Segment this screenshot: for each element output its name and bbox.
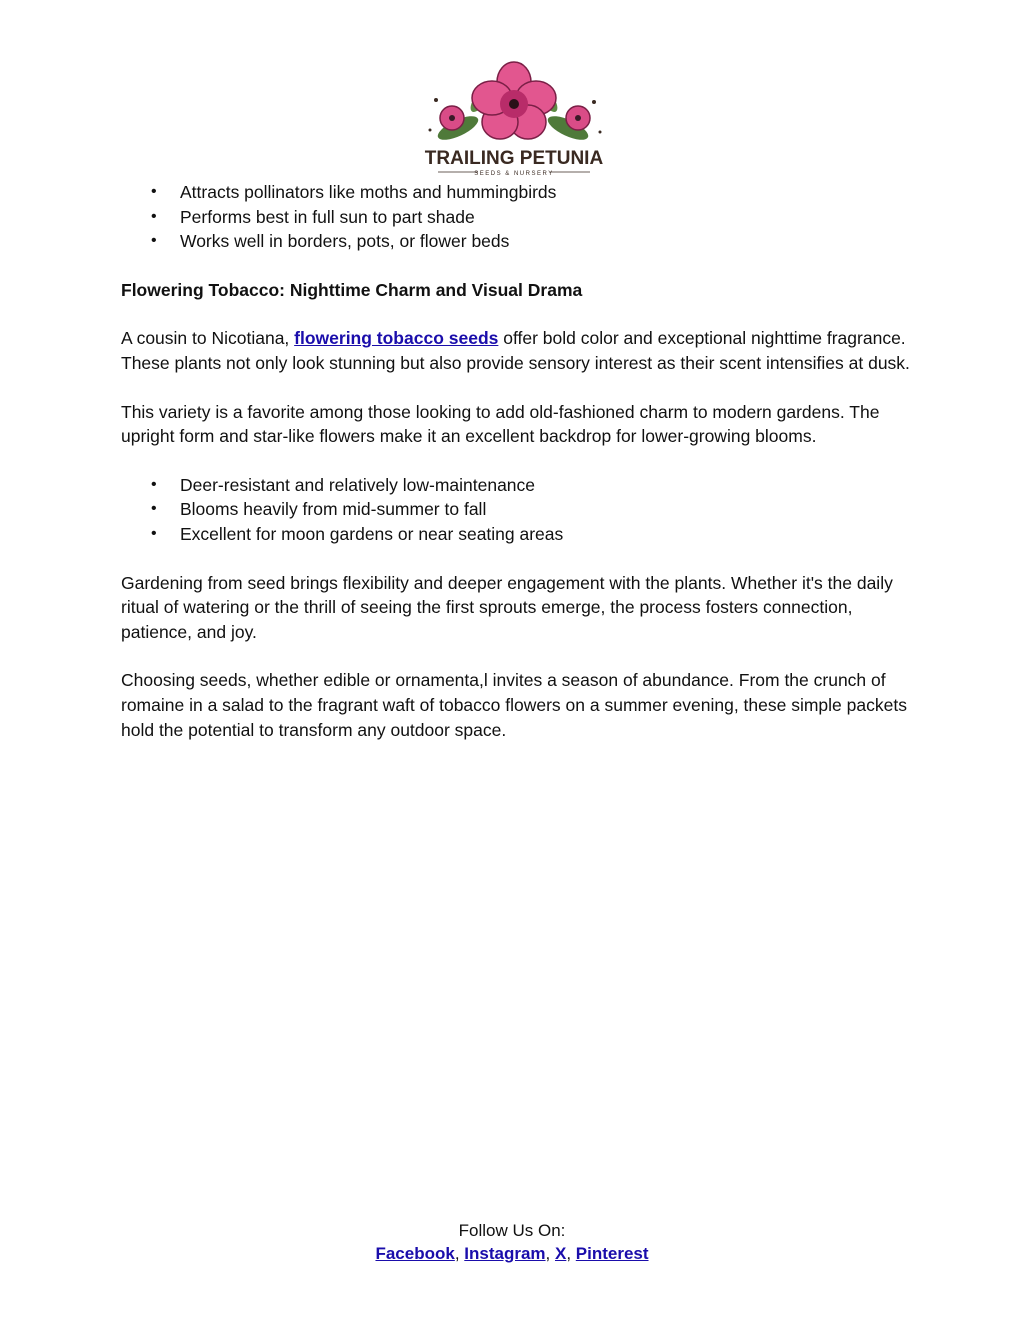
logo-tagline-text: SEEDS & NURSERY [474, 171, 554, 177]
logo-brand-text: TRAILING PETUNIA [424, 148, 604, 169]
pollinator-benefits-list [121, 180, 911, 254]
list-item: • Attracts pollinators like moths and hummingbirds [180, 180, 911, 205]
list-item: • Blooms heavily from mid-summer to fall [180, 497, 911, 522]
list-item: • Performs best in full sun to part shade [180, 205, 911, 230]
paragraph-text: offer bold color and exceptional nighttime fragrance. These plants not only look stunning but also provide sensory interest as their scent intensifies at dusk. [121, 328, 910, 373]
x-link[interactable]: X [554, 1244, 567, 1263]
instagram-link[interactable]: Instagram [464, 1244, 546, 1263]
paragraph-text: A cousin to Nicotiana, [121, 328, 295, 349]
list-item: • Excellent for moon gardens or near seating areas [180, 522, 911, 547]
trailing-petunia-logo [418, 60, 610, 180]
document-body [121, 180, 911, 742]
flowering-tobacco-seeds-link[interactable]: flowering tobacco seeds [294, 328, 499, 349]
footer [0, 1219, 1024, 1265]
facebook-link[interactable]: Facebook [375, 1244, 455, 1263]
paragraph-choosing-seeds: Choosing seeds, whether edible or ornamenta,l invites a season of abundance. From the crunch of romaine in a salad to the fragrant waft of tobacco flowers on a summer evening, these simple packets hold the potential to transform any outdoor space. [121, 670, 907, 740]
pinterest-link[interactable]: Pinterest [575, 1244, 649, 1263]
social-links: Facebook, Instagram, X, Pinterest [375, 1244, 649, 1263]
section-heading: Flowering Tobacco: Nighttime Charm and Visual Drama [121, 279, 583, 300]
paragraph-variety: This variety is a favorite among those looking to add old-fashioned charm to modern gardens. The upright form and star-like flowers make it an excellent backdrop for lower-growing blooms. [121, 401, 880, 447]
list-item: • Deer-resistant and relatively low-maintenance [180, 473, 911, 498]
paragraph-gardening: Gardening from seed brings flexibility and deeper engagement with the plants. Whether it's the daily ritual of watering or the thrill of seeing the first sprouts emerge, the process fosters connection, patience, and joy. [121, 572, 893, 642]
paragraph-nicotiana [121, 326, 911, 375]
list-item: • Works well in borders, pots, or flower beds [180, 229, 911, 254]
follow-us-label: Follow Us On: [458, 1221, 566, 1240]
features-list [121, 473, 911, 547]
